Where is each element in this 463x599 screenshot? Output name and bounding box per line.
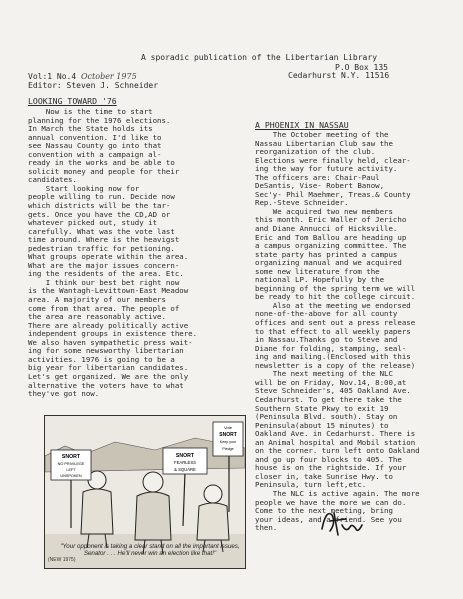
text-line: and Diane Annucci of Hicksville. [255,225,398,234]
text-line: There are already politically active [28,321,189,330]
text-line: is the Wantagh-Levittown-East Meadow [28,287,189,296]
text-line: Steve Schneider's, 405 Oakland Ave. [255,387,411,396]
text-line: Start looking now for [28,184,140,193]
text-line: on the corner. turn left onto Oakland [255,447,420,456]
text-line: The NLC is active again. The more [255,489,420,498]
text-line: the area are reasonably active. [28,313,166,322]
middle-sign-line-3: & SQUARE [174,467,196,472]
text-line: some new literature from the [255,267,380,276]
text-line: reorganization of the club. [255,148,376,157]
text-line: come from that area. The people of [28,304,180,313]
text-line: house is on the rightside. If your [255,464,407,473]
text-line: Sec'y- Phil Maehmer, Treas.& County [255,190,411,199]
text-line: Southern State Pkwy to exit 19 [255,404,389,413]
left-sign-line-1: SNORT [61,454,81,460]
masthead-volume [28,72,137,81]
text-line: gets. Once you have the CD,AD or [28,210,171,219]
text-line: be ready to hit the college circuit. [255,293,416,302]
text-line: Let's get organized. We are the only [28,372,189,381]
text-line: to that effect to all weekly papers [255,327,411,336]
text-line: Peninsula(about 15 minutes) to [255,421,389,430]
text-line: none-of-the-above for all county [255,310,398,319]
text-line: ready in the works and be able to [28,159,175,168]
text-line: The officers are: Chair-Paul [255,173,380,182]
text-line: Come to the next meeting, bring [255,507,393,516]
text-line: this month. Eric Waller of Jericho [255,216,407,225]
far-sign-line-1: Vote [223,425,233,430]
text-line: newsletter is a copy of the release) [255,361,416,370]
cartoon-credit: (NEW 1975) [48,557,76,563]
editor-signature [316,505,366,541]
text-line: Now is the time to start [28,108,153,116]
text-line: whatever picked out, study it [28,219,158,228]
text-line: pedestrian traffic for petioning. [28,244,175,253]
text-line: people willing to run. Decide now [28,193,175,202]
text-line: beginning of the spring term we will [255,284,416,293]
text-line: What are the major issues concern- [28,261,180,270]
right-article-heading: A PHOENIX IN NASSAU [255,120,349,130]
text-line: Nassau Libertarian Club saw the [255,139,393,148]
left-sign-line-3: LEFT [66,468,76,472]
text-line: independent groups in existence there. [28,330,198,339]
far-sign-line-4: Pledge [222,447,234,451]
text-line: activities. 1976 is going to be a [28,355,175,364]
text-line: then. [255,524,278,533]
text-line: and go up four blocks to 405. The [255,455,402,464]
text-line: Also at the meeting we endorsed [255,301,411,310]
text-line: ing the residents of the area. Etc. [28,270,184,279]
masthead-editor: Editor: Steven J. Schneider [28,81,159,90]
far-sign-line-2: SNORT [219,432,237,438]
text-line: they've got now. [28,390,100,399]
signature-text: Steve [316,540,320,541]
text-line: your ideas, and a friend. See you [255,515,402,524]
text-line: alternative the voters have to what [28,381,184,390]
text-line: Oakland Ave. in Cedarhurst. There is [255,430,416,439]
text-line: DeSantis, Vise- Robert Banow, [255,182,385,191]
text-line: ing for some newsworthy libertarian [28,347,184,356]
text-line: annual convention. I'd like to [28,133,162,142]
text-line: a campus organizing committee. The [255,242,407,251]
issue-date: October 1975 [81,72,137,81]
text-line: candidates. [28,176,77,185]
text-line: planning for the 1976 elections. [28,116,171,125]
text-line: Cedarhurst. To get there take the [255,395,402,404]
text-line: closer in, take Sunrise Hwy. to [255,472,393,481]
text-line: area. A majority of our members [28,296,166,305]
text-line: The October meeting of the [255,131,389,139]
text-line: We acquired two new members [255,207,393,216]
masthead-tagline: A sporadic publication of the Libertarian Library [141,53,378,62]
text-line: an Animal hospital and Mobil station [255,438,416,447]
left-article-heading: LOOKING TOWARD '76 [28,96,117,106]
text-line: organizing manual and we acquired [255,259,402,268]
text-line: Peninsula, turn left,etc. [255,481,367,490]
text-line: see Nassau County go into that [28,142,162,151]
text-line: I think our best bet right now [28,278,180,287]
text-line: national LP. Hopefully by the [255,276,385,285]
text-line: big year for libertarian candidates. [28,364,189,373]
text-line: Diane for folding, stamping, seal- [255,344,407,353]
middle-sign-line-2: FEARLESS [174,460,196,465]
text-line: What groups operate within the area. [28,253,189,262]
text-line: will be on Friday, Nov.14, 8:00,at [255,378,407,387]
masthead-po-box: P.O Box 135 [335,63,388,72]
text-line: In March the State holds its [28,125,153,134]
masthead-address: Cedarhurst N.Y. 11516 [288,71,390,80]
text-line: ing and mailing.(Enclosed with this [255,353,411,362]
text-line: ing the way for future activity. [255,165,398,174]
text-line: carefully. What was the vote last [28,227,175,236]
text-line: which districts will be the tar- [28,202,171,211]
text-line: people we have the more we can do. [255,498,407,507]
left-article-body [28,108,250,399]
text-line: Rep.-Steve Schneider. [255,199,349,208]
text-line: We also haven sympathetic press wait- [28,338,193,347]
text-line: Eric and Tom Ballou are heading up [255,233,407,242]
cartoon-caption: "Your opponent is taking a clear stand on all the important issues, Senator . . . He'll never win an election like that!" [60,543,240,557]
text-line: (Peninsula Blvd. south). Stay on [255,413,398,422]
far-sign-line-3: Keep your [219,440,237,444]
text-line: time around. Where is the heavigst [28,236,180,245]
middle-sign-line-1: SNORT [175,453,195,459]
text-line: offices and sent out a press release [255,319,416,328]
left-sign-line-4: UNSPOKEN [60,474,82,478]
text-line: in Nassau.Thanks go to Steve and [255,336,398,345]
text-line: solicit money and people for their [28,167,180,176]
text-line: Elections were finally held, clear- [255,156,411,165]
text-line: The next meeting of the NLC [255,370,393,379]
text-line: convention with a campaign al- [28,150,162,159]
volume-number: Vol:1 No.4 [28,72,77,81]
text-line: state party has printed a campus [255,250,398,259]
left-sign-line-2: NO PRIVILEGE [57,462,85,466]
right-article-body [255,131,455,533]
